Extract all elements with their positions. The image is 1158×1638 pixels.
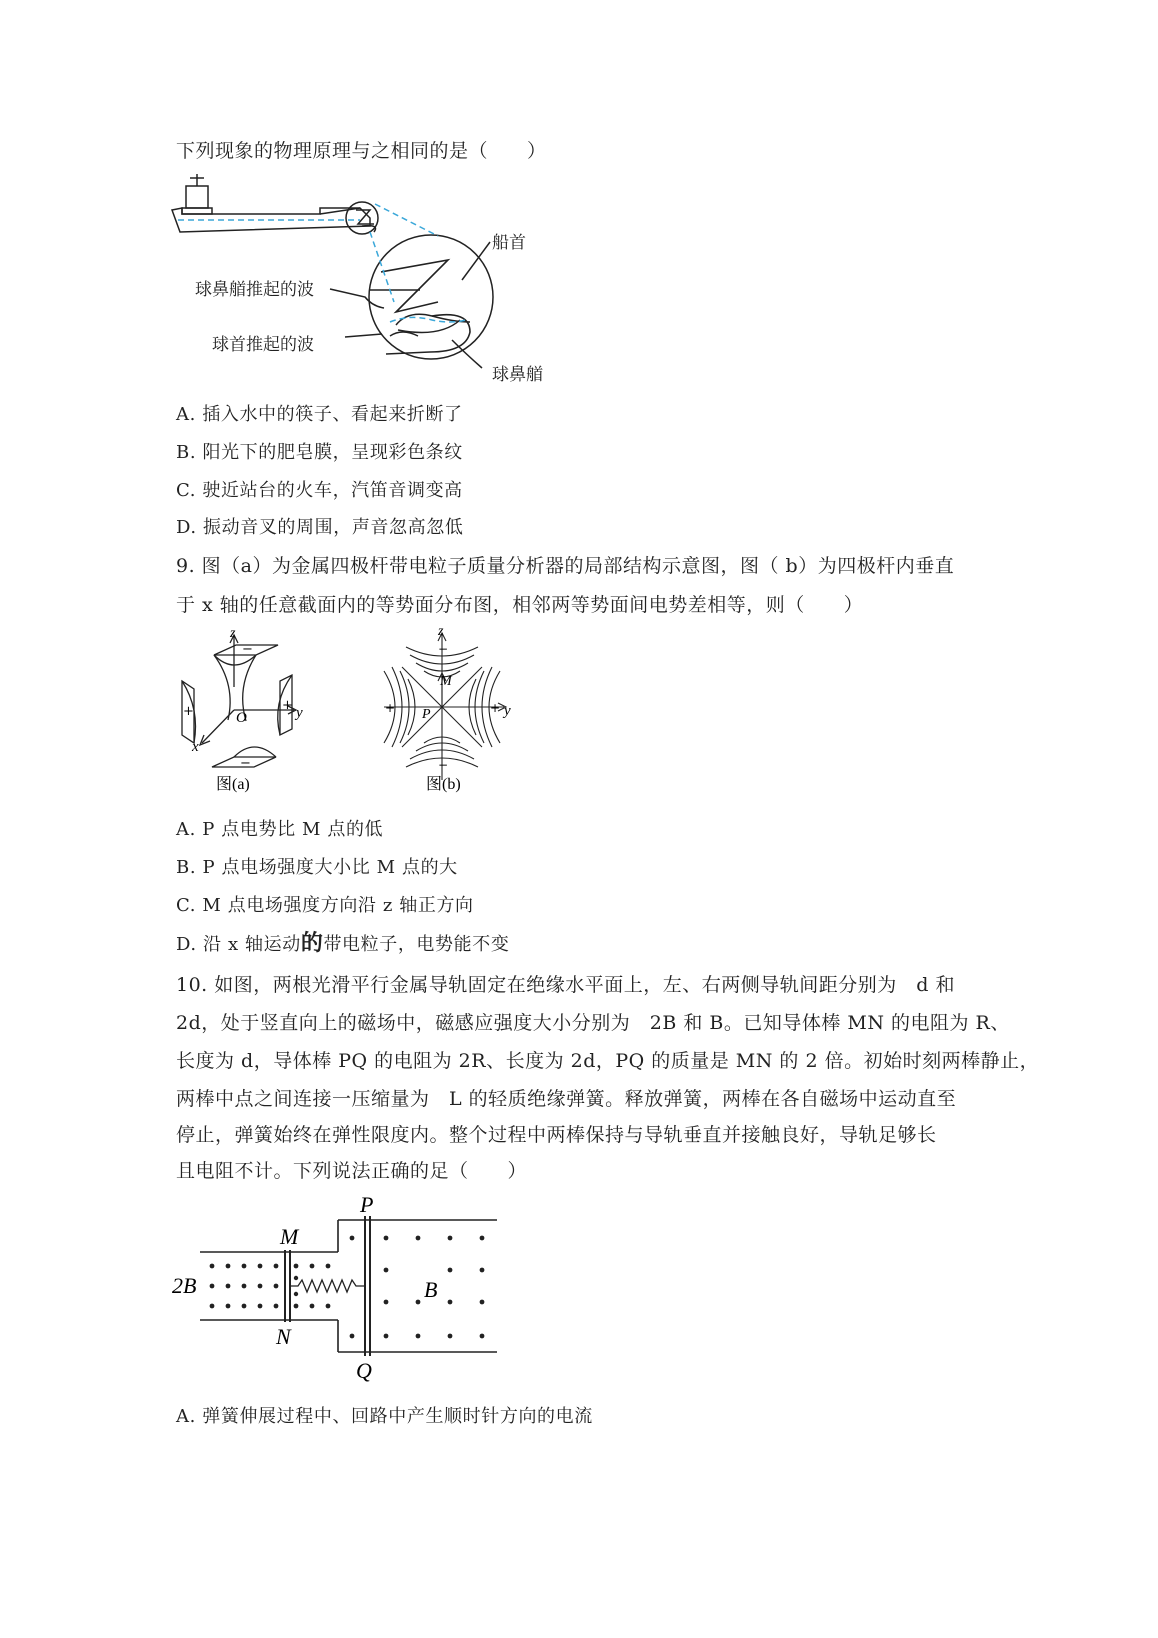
fig-b-minus-bottom: − bbox=[438, 758, 449, 772]
fig-a-plus-left: + bbox=[183, 704, 194, 719]
q9-option-b: B. P 点电场强度大小比 M 点的大 bbox=[176, 857, 458, 878]
fig-b-plus-right: + bbox=[490, 701, 501, 715]
fig-a-z: z bbox=[230, 626, 236, 641]
q9-stem-line1: 9. 图（a）为金属四极杆带电粒子质量分析器的局部结构示意图，图（ b）为四极杆内垂直 bbox=[176, 555, 955, 577]
label-n: N bbox=[276, 1324, 291, 1349]
label-2b: 2B bbox=[172, 1273, 197, 1298]
q9-option-a: A. P 点电势比 M 点的低 bbox=[176, 819, 384, 840]
label-q: Q bbox=[356, 1358, 372, 1383]
label-p: P bbox=[360, 1192, 374, 1217]
q8-option-d: D. 振动音叉的周围，声音忽高忽低 bbox=[176, 517, 464, 538]
q9-option-c: C. M 点电场强度方向沿 z 轴正方向 bbox=[176, 895, 474, 916]
fig-a-y: y bbox=[296, 705, 303, 721]
fig-b-plus-left: + bbox=[385, 701, 396, 715]
q8-stem: 下列现象的物理原理与之相同的是（ ） bbox=[176, 140, 547, 162]
q9-option-d-part1: D. 沿 x 轴运动 bbox=[176, 934, 301, 955]
q10-option-a: A. 弹簧伸展过程中、回路中产生顺时针方向的电流 bbox=[176, 1406, 593, 1427]
q9-option-d bbox=[176, 926, 509, 957]
equipotential-figure-b bbox=[380, 625, 520, 795]
fig-a-caption: 图(a) bbox=[216, 776, 250, 793]
q10-stem-line6: 且电阻不计。下列说法正确的足（ ） bbox=[176, 1160, 528, 1182]
fig-a-x: x bbox=[192, 739, 199, 755]
q10-stem-line4: 两棒中点之间连接一压缩量为 L 的轻质绝缘弹簧。释放弹簧，两棒在各自磁场中运动直至 bbox=[176, 1088, 957, 1110]
fig-a-o: O bbox=[236, 710, 247, 726]
quadrupole-figure-a bbox=[176, 625, 316, 795]
label-bow-wave: 球首推起的波 bbox=[212, 335, 314, 355]
q9-stem-line2: 于 x 轴的任意截面内的等势面分布图，相邻两等势面间电势差相等，则（ ） bbox=[176, 594, 864, 616]
fig-b-p: P bbox=[422, 707, 431, 722]
fig-b-z: z bbox=[438, 625, 444, 639]
label-m: M bbox=[280, 1224, 299, 1249]
fig-b-m: M bbox=[440, 674, 452, 689]
q10-stem-line5: 停止，弹簧始终在弹性限度内。整个过程中两棒保持与导轨垂直并接触良好，导轨足够长 bbox=[176, 1124, 937, 1146]
q8-option-b: B. 阳光下的肥皂膜，呈现彩色条纹 bbox=[176, 442, 463, 463]
q9-option-d-bold: 的 bbox=[300, 930, 324, 956]
fig-a-minus-bottom: − bbox=[240, 756, 251, 771]
q10-stem-line3: 长度为 d，导体棒 PQ 的电阻为 2R、长度为 2d，PQ 的质量是 MN 的 2 倍。初始时刻两棒静止， bbox=[176, 1050, 1040, 1072]
q8-option-c: C. 驶近站台的火车，汽笛音调变高 bbox=[176, 480, 463, 501]
rails-figure bbox=[172, 1192, 512, 1392]
q9-option-d-part2: 带电粒子，电势能不变 bbox=[323, 934, 510, 955]
q8-option-a: A. 插入水中的筷子、看起来折断了 bbox=[176, 404, 463, 425]
fig-b-y: y bbox=[504, 703, 511, 719]
ship-bulbous-bow-figure bbox=[170, 172, 570, 387]
label-bulb-wave: 球鼻艏推起的波 bbox=[195, 280, 314, 300]
fig-b-caption: 图(b) bbox=[426, 776, 461, 793]
label-bow: 船首 bbox=[492, 233, 526, 253]
fig-a-minus-top: − bbox=[242, 642, 253, 657]
label-b: B bbox=[424, 1277, 438, 1302]
label-bulb: 球鼻艏 bbox=[492, 365, 543, 385]
q10-stem-line2: 2d，处于竖直向上的磁场中，磁感应强度大小分别为 2B 和 B。已知导体棒 MN 的电阻为 R、 bbox=[176, 1012, 1010, 1034]
fig-a-plus-right: + bbox=[282, 698, 293, 713]
q10-stem-line1: 10. 如图，两根光滑平行金属导轨固定在绝缘水平面上，左、右两侧导轨间距分别为 d 和 bbox=[176, 974, 955, 996]
fig-b-minus-top: − bbox=[438, 642, 449, 656]
